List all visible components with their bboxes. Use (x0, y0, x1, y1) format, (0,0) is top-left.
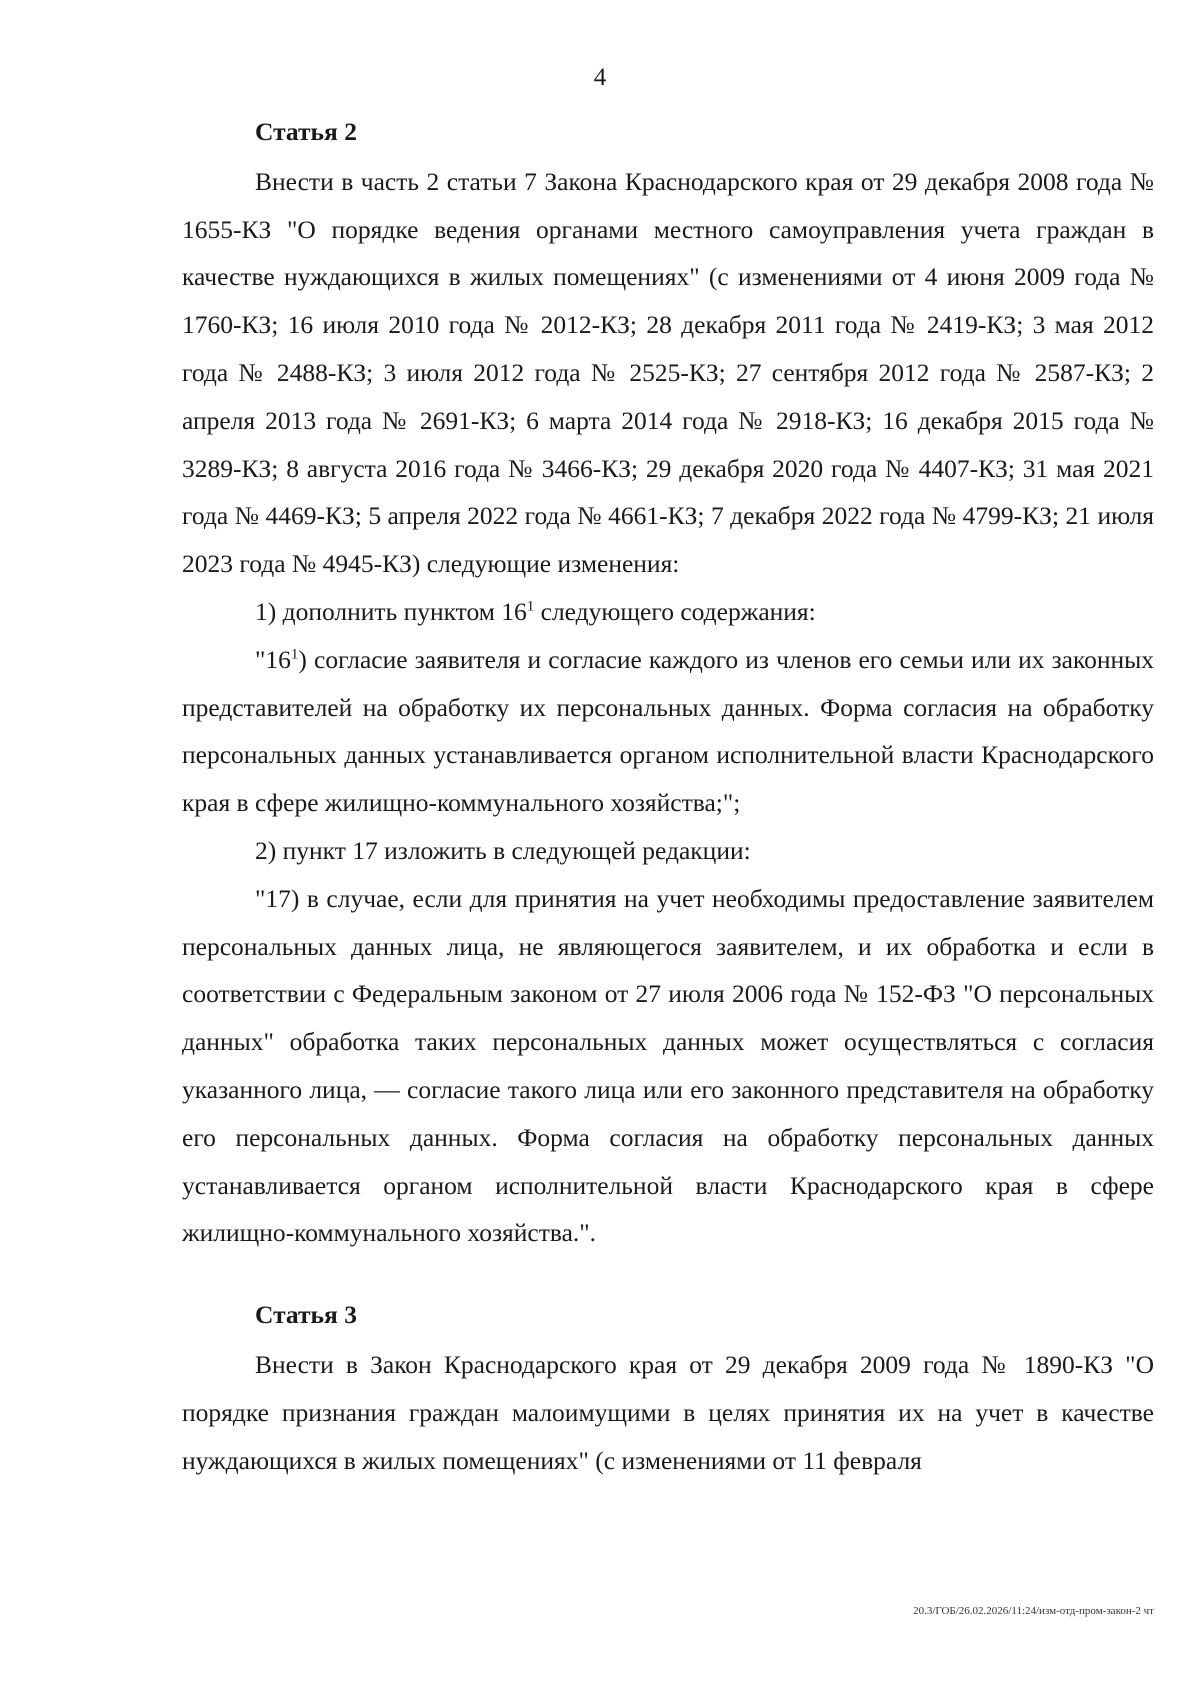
article-3-intro: Внести в Закон Краснодарского края от 29 декабря 2009 года № 1890-КЗ "О порядке признания граждан малоимущими в целях принятия их на учет в качестве нуждающихся в жилых помещениях" (с изменениями от 11 февраля (182, 1349, 1154, 1475)
document-footer-code: 20.3/ГОБ/26.02.2026/11:24/изм-отд-пром-закон-2 чт (913, 1605, 1154, 1617)
document-body (182, 108, 1154, 1484)
article-3-heading: Статья 3 (255, 1300, 357, 1330)
article-2-item-1-text: "$16^1$) согласие заявителя и согласие каждого из членов его семьи или их законных представителей на обработку их персональных данных. Форма согласия на обработку персональных данных устанавливается органом исполнительной власти Краснодарского края в сфере жилищно-коммунального хозяйства;"; (182, 644, 1154, 818)
article-2-item-2-text: "17) в случае, если для принятия на учет необходимы предоставление заявителем персональных данных лица, не являющегося заявителем, и их обработка и если в соответствии с Федеральным законом от 27 июля 2006 года № 152-ФЗ "О персональных данных" обработка таких персональных данных может осуществляться с согласия указанного лица, — согласие такого лица или его законного представителя на обработку его персональных данных. Форма согласия на обработку персональных данных устанавливается органом исполнительной власти Краснодарского края в сфере жилищно-коммунального хозяйства.". (182, 883, 1154, 1248)
article-2-item-2: 2) пункт 17 изложить в следующей редакции: (255, 835, 751, 865)
article-2-intro: Внести в часть 2 статьи 7 Закона Краснодарского края от 29 декабря 2008 года № 1655-КЗ "О порядке ведения органами местного самоуправления учета граждан в качестве нуждающихся в жилых помещениях" (с изменениями от 4 июня 2009 года № 1760-КЗ; 16 июля 2010 года № 2012-КЗ; 28 декабря 2011 года № 2419-КЗ; 3 мая 2012 года № 2488-КЗ; 3 июля 2012 года № 2525-КЗ; 27 сентября 2012 года № 2587-КЗ; 2 апреля 2013 года № 2691-КЗ; 6 марта 2014 года № 2918-КЗ; 16 декабря 2015 года № 3289-КЗ; 8 августа 2016 года № 3466-КЗ; 29 декабря 2020 года № 4407-КЗ; 31 мая 2021 года № 4469-КЗ; 5 апреля 2022 года № 4661-КЗ; 7 декабря 2022 года № 4799-КЗ; 21 июля 2023 года № 4945-КЗ) следующие изменения: (182, 166, 1154, 579)
article-2-heading: Статья 2 (255, 117, 357, 146)
page-number: 4 (593, 64, 607, 91)
article-2-item-1: 1) дополнить пунктом $16^1$ следующего содержания: (255, 596, 816, 626)
